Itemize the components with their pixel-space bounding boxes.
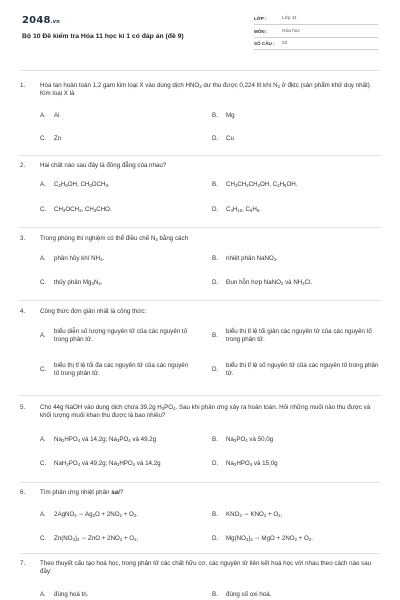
logo-suffix: .vn	[50, 19, 60, 25]
meta-label: LỚP :	[254, 16, 267, 22]
question-number: 2.	[20, 162, 26, 169]
meta-label: SỐ CÂU :	[254, 41, 275, 47]
question-7	[20, 560, 382, 600]
site-logo[interactable]	[22, 14, 60, 28]
meta-value: Lớp 11	[282, 16, 297, 22]
option-b[interactable]: B. $KNO_3$ ⇾ $KNO_2 + O_2$.	[212, 511, 380, 519]
option-text: $Mg(NO_3)_2$ ⇾ MgO + $2NO_2 + O_2$.	[226, 535, 313, 542]
option-text: $Na_2HPO_4$ và 15,0g	[226, 460, 278, 467]
meta-row-subject	[254, 28, 378, 38]
question-6	[20, 489, 382, 549]
question-5	[20, 404, 382, 482]
meta-value: 22	[282, 41, 288, 47]
question-text: Cho 44g NaOH vào dung dịch chứa 39,2g $H_3PO_4$. Sau khi phản ứng xảy ra hoàn toàn. Hỏi những muối nào thu được và khối lượng muối khan thu được là bao nhiêu?	[40, 404, 371, 420]
option-text: $Zn(NO_3)_2$ ⇾ ZnO + $2NO_2 + O_2$.	[54, 535, 139, 542]
divider	[20, 300, 380, 301]
meta-info	[254, 15, 378, 53]
option-a[interactable]: A. phân hủy khí $NH_3$.	[40, 255, 205, 263]
logo-main: 2048	[22, 15, 51, 26]
question-number: 7.	[20, 560, 26, 567]
divider	[20, 155, 380, 156]
document-header	[22, 14, 378, 58]
meta-row-question-count	[254, 40, 378, 50]
document-title: Bộ 10 Đề kiểm tra Hóa 11 học kì 1 có đáp án (đề 9)	[22, 33, 184, 40]
question-text: Trong phòng thí nghiệm có thể điều chế $N_2$ bằng cách	[40, 235, 189, 242]
option-b[interactable]: B. đúng số oxi hoá.	[212, 591, 272, 598]
option-a[interactable]: A. đúng hoá trị.	[40, 591, 89, 598]
option-text: $CH_3CH_2CH_2OH$, $C_2H_5OH$.	[226, 181, 298, 188]
question-number: 5.	[20, 404, 26, 411]
option-a[interactable]: A. $C_2H_5OH$, $CH_3OCH_3$.	[40, 181, 205, 189]
divider	[20, 482, 380, 483]
divider	[20, 227, 380, 228]
option-d[interactable]: D. biểu thị tỉ lệ số nguyên tử của các nguyên tố trong phân tử.	[212, 362, 379, 378]
option-text: phân hủy khí $NH_3$.	[54, 255, 105, 262]
option-text: $NaH_2PO_4$ và 49,2g; $Na_2HPO_4$ và 14,2g	[54, 460, 161, 467]
question-text: Hòa tan hoàn toàn 1,2 gam kim loại X vào dung dịch $HNO_3$ dư thu được 0,224 lít khí $N_2$ ở đktc (sản phẩm khử duy nhất). Kim loại X là	[40, 82, 372, 98]
question-text: Hai chất nào sau đây là đồng đẳng của nhau?	[40, 162, 167, 169]
divider	[20, 553, 380, 554]
option-a[interactable]: A. $Na_2HPO_4$ và 14,2g; $Na_3PO_4$ và 49,2g	[40, 436, 205, 444]
option-b[interactable]: B. $CH_3CH_2CH_2OH$, $C_2H_5OH$.	[212, 181, 380, 189]
option-b[interactable]: B. nhiệt phân NaNO$_2$.	[212, 255, 380, 263]
option-d[interactable]: D. $C_4H_{10}$, $C_6H_6$.	[212, 206, 380, 214]
question-3	[20, 235, 382, 295]
option-text: thủy phân $Mg_3N_2$.	[54, 279, 103, 286]
option-text: nhiệt phân NaNO$_2$.	[226, 255, 278, 262]
meta-label: MÔN :	[254, 28, 268, 34]
divider	[20, 395, 380, 396]
question-text: Theo thuyết cấu tạo hoá học, trong phân tử các chất hữu cơ, các nguyên tử liên kết hoá học với nhau theo cách nào sau đây:	[40, 560, 372, 576]
option-a[interactable]: A. biểu diễn số lượng nguyên tử của các nguyên tố trong phân tử.	[40, 328, 188, 344]
question-2	[20, 162, 382, 222]
question-1	[20, 82, 382, 160]
divider	[20, 70, 380, 71]
option-text: 2AgNO$_3$ ⇾ $Ag_2O + 2NO_2 + O_2$.	[54, 511, 138, 518]
option-c[interactable]: C. $NaH_2PO_4$ và 49,2g; $Na_2HPO_4$ và 14,2g	[40, 460, 205, 468]
question-number: 3.	[20, 235, 26, 242]
option-c[interactable]: C. $Zn(NO_3)_2$ ⇾ ZnO + $2NO_2 + O_2$.	[40, 535, 205, 543]
option-text: $Na_3PO_4$ và 50,0g	[226, 436, 274, 443]
option-b[interactable]: B. biểu thị tỉ lệ tối giản các nguyên tử của các nguyên tố trong phân tử.	[212, 328, 372, 344]
option-d[interactable]: D. Cu	[212, 135, 234, 142]
option-c[interactable]: C. Zn	[40, 135, 62, 142]
option-b[interactable]: B. Mg	[212, 112, 235, 119]
option-b[interactable]: B. $Na_3PO_4$ và 50,0g	[212, 436, 380, 444]
option-c[interactable]: C. thủy phân $Mg_3N_2$.	[40, 279, 205, 287]
option-d[interactable]: D. $Na_2HPO_4$ và 15,0g	[212, 460, 380, 468]
option-d[interactable]: D. $Mg(NO_3)_2$ ⇾ MgO + $2NO_2 + O_2$.	[212, 535, 380, 543]
question-number: 1.	[20, 82, 26, 89]
option-a[interactable]: A. 2AgNO$_3$ ⇾ $Ag_2O + 2NO_2 + O_2$.	[40, 511, 205, 519]
meta-value: Hóa học	[282, 28, 300, 34]
question-number: 6.	[20, 489, 26, 496]
question-4	[20, 308, 382, 390]
option-a[interactable]: A. Al	[40, 112, 60, 119]
question-text: Công thức đơn giản nhất là công thức:	[40, 308, 147, 315]
option-text: $C_4H_{10}$, $C_6H_6$.	[226, 206, 262, 213]
option-text: $C_2H_5OH$, $CH_3OCH_3$.	[54, 181, 110, 188]
option-text: $Na_2HPO_4$ và 14,2g; $Na_3PO_4$ và 49,2g	[54, 436, 157, 443]
meta-row-class	[254, 15, 378, 25]
option-text: $CH_3OCH_3$, $CH_3CHO$.	[54, 206, 112, 213]
option-c[interactable]: C. $CH_3OCH_3$, $CH_3CHO$.	[40, 206, 205, 214]
question-number: 4.	[20, 308, 26, 315]
option-d[interactable]: D. Đun hỗn hợp NaNO$_2$ và $NH_4Cl$.	[212, 279, 380, 287]
option-text: $KNO_3$ ⇾ $KNO_2 + O_2$.	[226, 511, 283, 518]
option-c[interactable]: C. biểu thị tỉ lệ tối đa các nguyên tử của các nguyên tố trong phân tử.	[40, 362, 189, 378]
option-text: Đun hỗn hợp NaNO$_2$ và $NH_4Cl$.	[226, 279, 313, 286]
question-text: Tìm phản ứng nhiệt phân sai?	[40, 489, 124, 496]
